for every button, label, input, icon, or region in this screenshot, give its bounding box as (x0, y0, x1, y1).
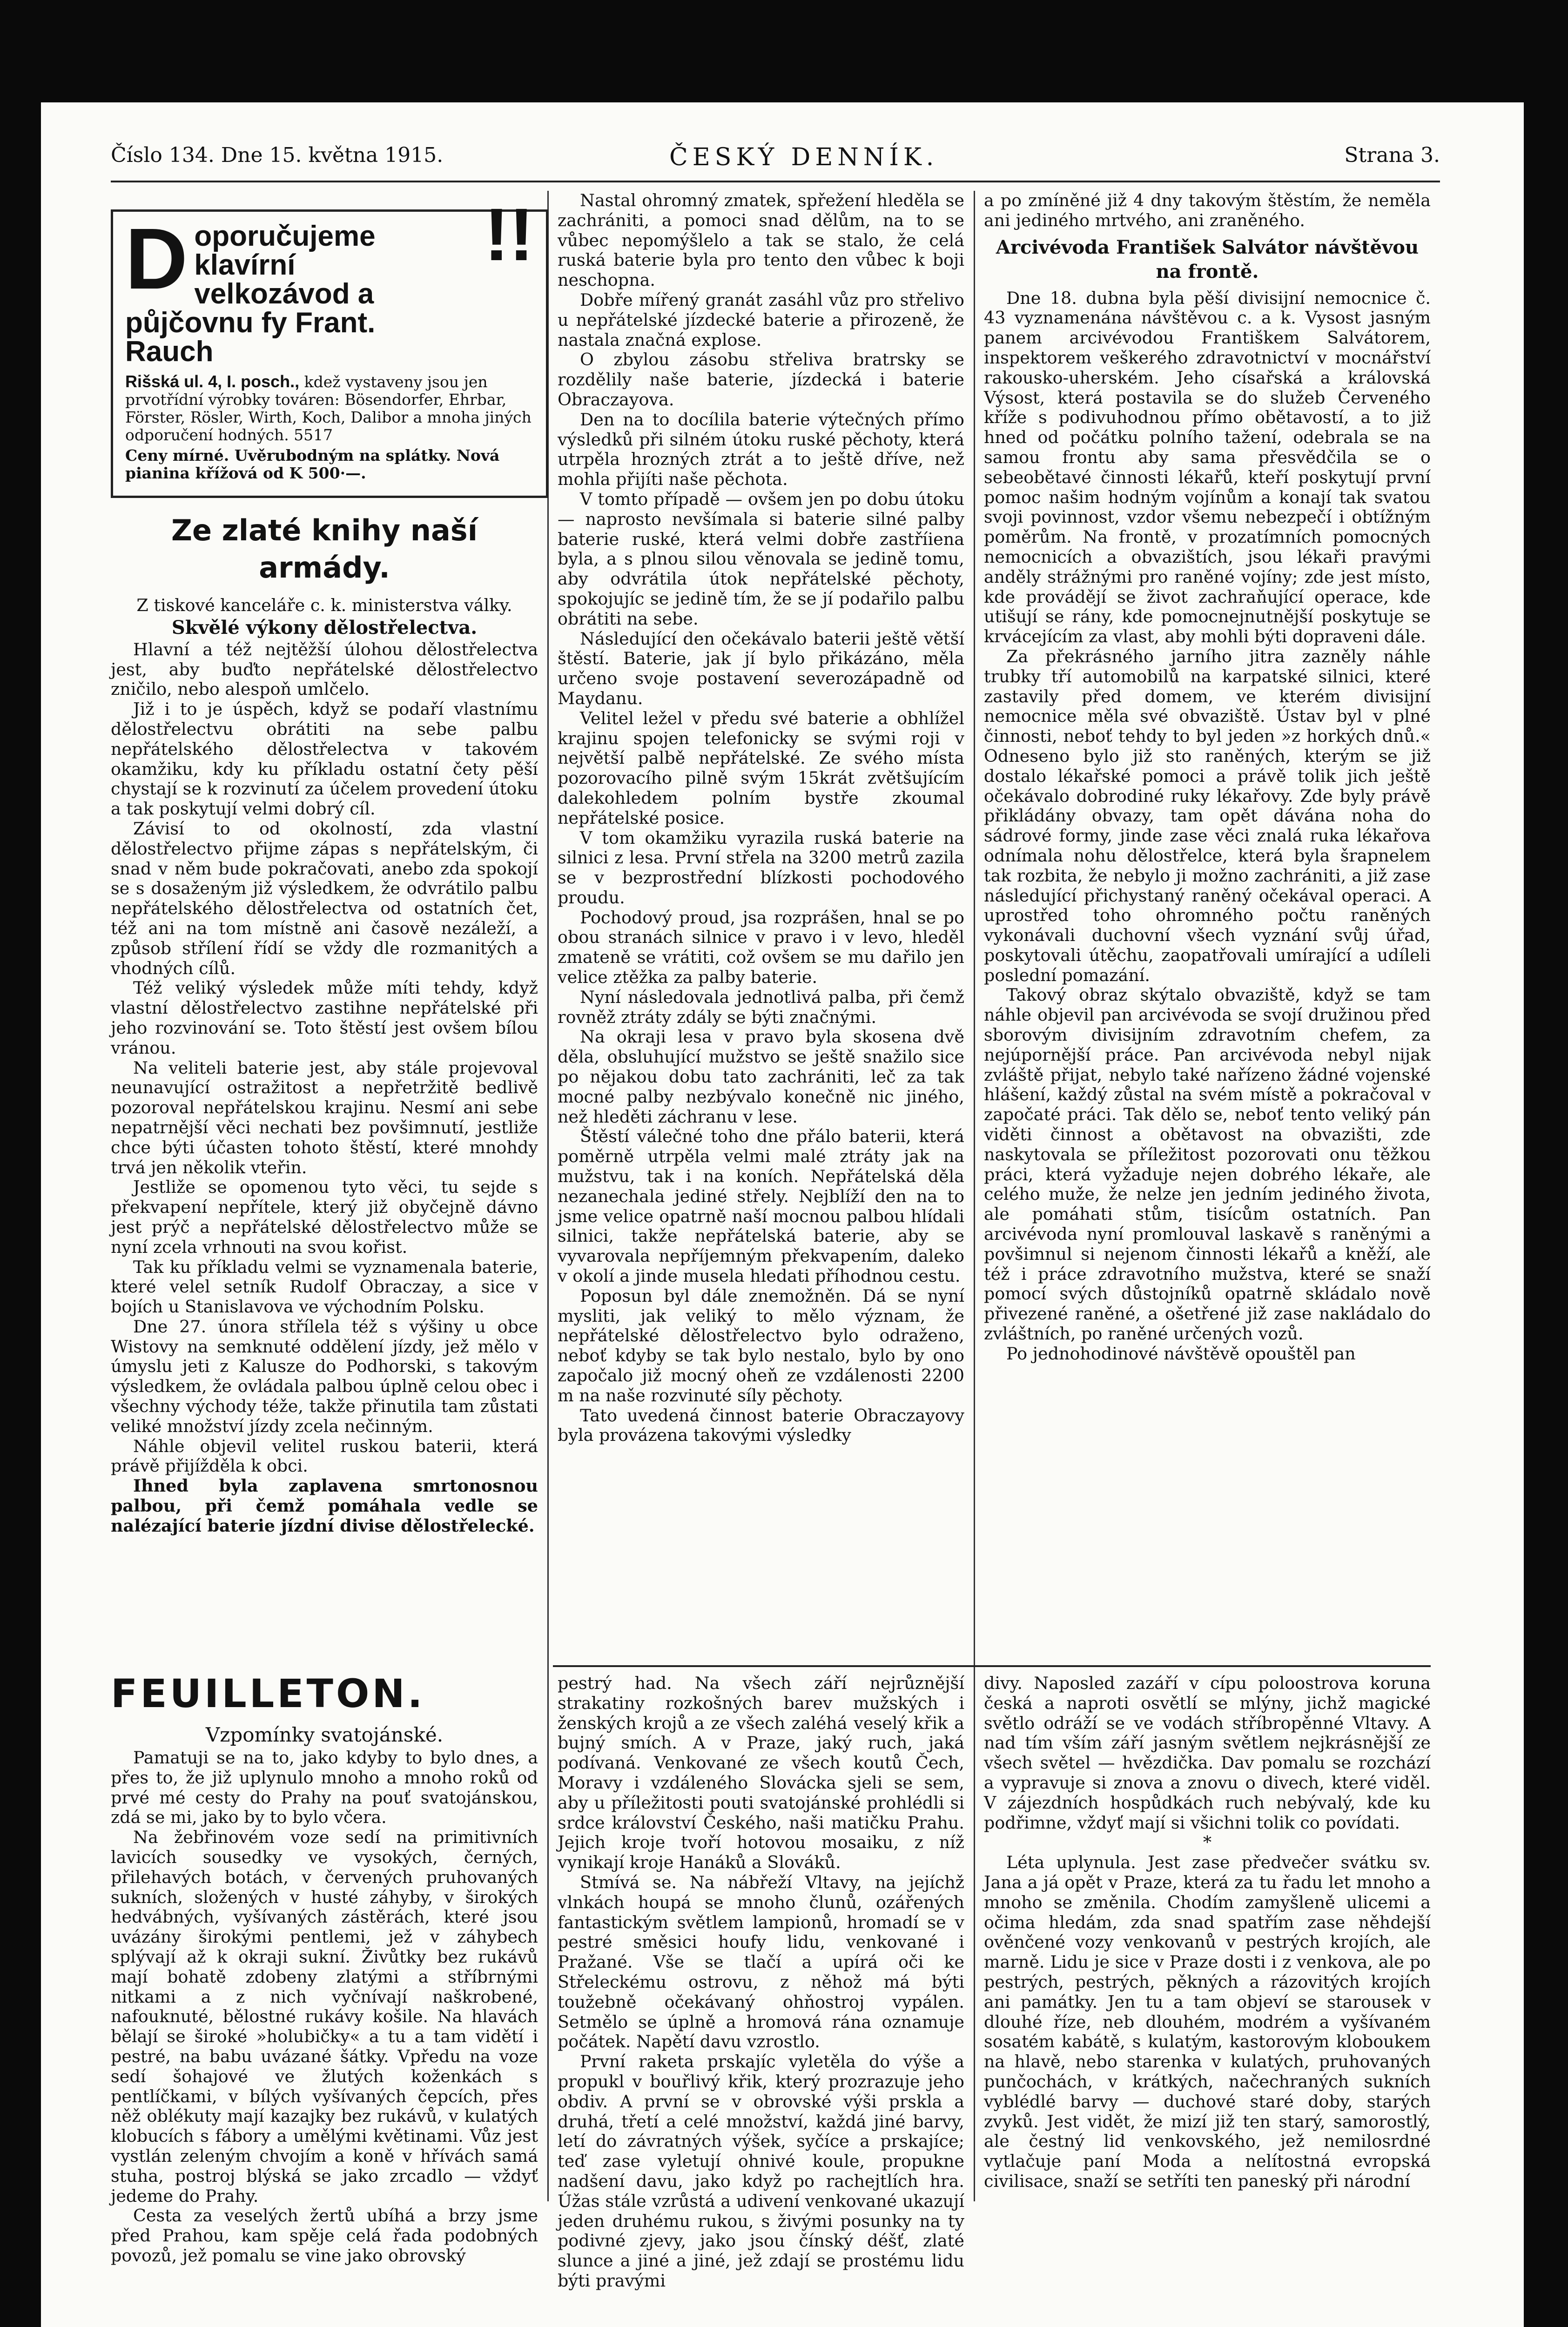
column-2 (558, 191, 964, 1661)
paragraph: Dobře mířený granát zasáhl vůz pro střelivo u nepřátelské jízdecké baterie a přirozeně, že nastala značná explose. (558, 289, 964, 350)
article-subtitle: Skvělé výkony dělostřelectva. (171, 616, 478, 639)
paragraph: Takový obraz skýtalo obvaziště, když se tam náhle objevil pan arcivévoda se svojí družinou před sborovým divisijním zdravotním chefem, za nejúpornější práce. Pan arcivévoda nebyl nijak zvláště přijat, nebylo také nařízeno žádné vojenské hlášení, každý zůstal na svém místě a pokračoval v započaté práci. Tak dělo se, neboť tento veliký pán viděti činnost a obětavost na obvazišti, zde naskytovala se příležitost pozorovati onu těžkou práci, která vyžaduje nejen dobrého lékaře, ale celého muže, že nelze jen jedním jediného života, ale pomáhati stům, tisícům ostatních. Pan arcivévoda nyní promlouval laskavě s raněnými a povšimnul si nejenom činnosti lékařů a kněží, ale též i práce zdravotního mužstva, které se snaží pomocí svých důstojníků opatrně skládalo nově přivezené raněné, a ošetřené již zase nakládalo do zvláštních, po raněné určených vozů. (984, 985, 1431, 1344)
feuilleton-column-1 (111, 1722, 538, 2266)
paragraph: Nastal ohromný zmatek, spřežení hleděla se zachrániti, a pomoci snad dělům, na to se vůbec nepomýšlelo a tak se stalo, že celá ruská baterie byla pro tento den vůbec k boji neschopna. (558, 190, 964, 290)
paragraph: Tato uvedená činnost baterie Obraczayovy byla provázena takovými výsledky (558, 1405, 964, 1446)
newspaper-page (41, 102, 1524, 2327)
paragraph: Dne 27. února střílela též s výšiny u obce Wistovy na semknuté oddělení jízdy, jež mělo v úmyslu jeti z Kalusze do Podhorski, s takovým výsledkem, že ovládala palbou úplně celou obec i všechny východy téže, takže přinutila tam zůstati veliké množství jízdy zcela nečinným. (111, 1316, 538, 1436)
feuilleton-title: Vzpomínky svatojánské. (205, 1723, 444, 1746)
paragraph: Nyní následovala jednotlivá palba, při čemž rovněž ztráty zdály se býti značnými. (558, 987, 964, 1027)
paragraph: Dne 18. dubna byla pěší divisijní nemocnice č. 43 vyznamenána návštěvou c. a k. Vysost jasným panem arcivévodou Františkem Salvátorem, inspektorem veškerého zdravotnictví v mocnářství rakousko-uherském. Jeho císařská a královská Výsost, která postavila se do služeb Červeného kříže s podivuhodnou přímo obětavostí, a to již hned od počátku polního tažení, odebrala se na samou frontu aby sama přesvědčila se o sebeobětavé činnosti lékařů, kteří poskytují první pomoc našim hodným vojínům a konají tak svatou svoji povinnost, vzdor všemu nebezpečí i obtížným poměrům. Na frontě, v prozatímních pomocných nemocnicích a obvazištích, jsou lékaři pravými anděly strážnými pro raněné vojíny; zde jest místo, kde provádějí se život zachraňující operace, kde utišují se rány, kde pomocnejnutnější poskytuje se krvácejícím za vlast, aby mohli býti dopraveni dále. (984, 288, 1431, 647)
page-header (111, 143, 1440, 182)
drop-cap: D (125, 211, 188, 307)
paragraph: V tomto případě — ovšem jen po dobu útoku — naprosto nevšímala si baterie silné palby baterie ruské, která velmi dobře zastříiena byla, a s plnou silou věnovala se jedině tomu, aby odvrátila útok nepřátelské pěchoty, spokojujíc se jedině tím, že se jí podařilo palbu obrátiti na sebe. (558, 489, 964, 629)
paragraph: O zbylou zásobu střeliva bratrsky se rozdělily naše baterie, jízdecká i baterie Obraczayova. (558, 350, 964, 410)
article-title: Ze zlaté knihy naší armády. (171, 513, 478, 585)
feuilleton-column-3 (984, 1674, 1431, 2215)
paragraph: Tak ku příkladu velmi se vyznamenala baterie, které velel setník Rudolf Obraczay, a sice v bojích u Stanislavova ve východním Polsku. (111, 1257, 538, 1317)
page-number: Strana 3. (1344, 143, 1440, 167)
ad-address: Rišská ul. 4, I. posch., (125, 372, 300, 391)
paragraph: pestrý had. Na všech září nejrůznější strakatiny rozkošných barev mužských i ženských krojů a ze všech zaléhá veselý křik a bujný smích. A v Praze, jaký ruch, jaká podívaná. Venkované ze všech koutů Čech, Moravy i vzdáleného Slovácka sjeli se sem, aby u příležitosti pouti svatojánské prohlédli si srdce království Českého, naši matičku Prahu. Jejich kroje tvoří hotovou mosaiku, z níž vynikají kroje Hanáků a Slováků. (558, 1673, 964, 1873)
feuilleton-rule (553, 1665, 1431, 1667)
paragraph: Na žebřinovém voze sedí na primitivních lavicích sousedky ve vysokých, černých, přilehavých botách, v červených pruhovaných sukních, složených v husté záhyby, v širokých hedvábných, vyšívaných zástěrách, které jsou uvázány širokými pentlemi, jež v záhybech splývají až k okraji sukní. Živůtky bez rukávů mají bohatě zdobeny zlatými a stříbrnými nitkami a z nich vyčnívají naškrobené, nafouknuté, bělostné rukávy košile. Na hlavách bělají se široké »holubičky« a tu a tam vidětí i pestré, na babu uvázané šátky. Vpředu na voze sedí šohajové ve žlutých koženkách s pentlíčkami, v bílých vyšívaných čepcích, přes něž oblékuty mají kazajky bez rukávů, v kulatých klobucích s fábory a umělými květinami. Vůz jest vystlán zeleným chvojím a koně v hřívách samá stuha, postroj blýská se jako zrcadlo — vždyť jedeme do Prahy. (111, 1827, 538, 2206)
paragraph: divy. Naposled zazáří v cípu poloostrova koruna česká a naproti osvětlí se mlýny, jichž magické světlo odráží se ve vodách stříbropěnné Vltavy. A nad tím vším září jasným světlem nejkrásnější ze všech světel — hvězdička. Dav pomalu se rozchází a vypravuje si znova a znovu o divech, které viděl. V zájezdních hospůdkách ruch nebývalý, kde ku podřimne, vždyť mají si všichni tolik co povídati. (984, 1673, 1431, 1833)
paragraph: V tom okamžiku vyrazila ruská baterie na silnici z lesa. První střela na 3200 metrů zazila se v bezprostřední blízkosti pochodového proudu. (558, 827, 964, 908)
paragraph: Náhle objevil velitel ruskou baterii, která právě přijížděla k obci. (111, 1436, 538, 1476)
paragraph: Pochodový proud, jsa rozprášen, hnal se po obou stranách silnice v pravo i v levo, hleděl zmateně se vrátiti, což ovšem se mu dařilo jen velice ztěžka za palby baterie. (558, 907, 964, 988)
paragraph: Následující den očekávalo baterii ještě větší štěstí. Baterie, jak jí bylo přikázáno, měla určeno svoje postavení severozápadně od Maydanu. (558, 628, 964, 708)
column-1 (111, 512, 538, 1638)
paragraph: a po zmíněné již 4 dny takovým štěstím, že neměla ani jediného mrtvého, ani zraněného. (984, 190, 1431, 230)
issue-info: Číslo 134. Dne 15. května 1915. (111, 143, 444, 167)
paragraph: Velitel ležel v předu své baterie a obhlížel krajinu spojen telefonicky se svými roji v největší palbě nepřátelské. Ze svého místa pozorovacího pilně svým 15krát zvětšujícím dalekohledem polním bystře zkoumal nepřátelské posice. (558, 708, 964, 828)
paragraph: Závisí to od okolností, zda vlastní dělostřelectvo přijme zápas s nepřátelským, či snad v něm bude pokračovati, anebo zda spokojí se s dosaženým již výsledkem, že odvrátilo palbu nepřátelského dělostřelectva od ostatních čet, též ani na tom místně ani časově nezáleží, a způsob střílení řídí se vždy dle rozmanitých a vhodných cílů. (111, 818, 538, 978)
paragraph: Štěstí válečné toho dne přálo baterii, která poměrně utrpěla velmi malé ztráty jak na mužstvu, tak i na koních. Nepřátelská děla nezanechala jediné střely. Nejblíží den na to jsme velice opatrně naší mocnou palbou hlídali silnici, takže nepřátelská baterie, aby se vyvarovala nepříjemným překvapením, daleko v okolí a jinde musela hledati příhodnou cestu. (558, 1126, 964, 1286)
section-divider-star: * (1203, 1832, 1212, 1853)
column-3 (984, 191, 1431, 1661)
paragraph: Též veliký výsledek může míti tehdy, když vlastní dělostřelectvo zastihne nepřátelské při jeho rozvinování se. Toto štěstí jest ovšem bílou vránou. (111, 978, 538, 1058)
feuilleton-label: FEUILLETON. (111, 1671, 425, 1716)
paragraph: Ihned byla zaplavena smrtonosnou palbou, při čemž pomáhala vedle se nalézající baterie jízdní divise dělostřelecké. (111, 1476, 538, 1536)
masthead: ČESKÝ DENNÍK. (669, 143, 939, 171)
paragraph: Cesta za veselých žertů ubíhá a brzy jsme před Prahou, kam spěje celá řada podobných povozů, jež pomalu se vine jako obrovský (111, 2206, 538, 2266)
paragraph: Za překrásného jarního jitra zazněly náhle trubky tří automobilů na karpatské silnici, které zastavily před domem, ve kterém divisijní nemocnice měla své obvaziště. Ústav byl v plné činnosti, neboť tehdy to byl jeden »z horkých dnů.« Odneseno bylo již sto raněných, kterým se již dostalo lékařské pomoci a právě tolik jich ještě očekávalo dobrodiné ruky lékařovy. Zde byly právě přikládány obvazy, tam opět dávána noha do sádrové formy, jinde zase věci znalá ruka lékařova odnímala nohu dělostřelce, která byla šrapnelem tak rozbita, že nebylo ji možno zachrániti, a již zase následující přichystaný raněný očekával operaci. A uprostřed toho ohromného počtu raněných vykonávali duchovní všech vyznání svůj úřad, poskytovali útěchu, zaopatřovali umírající a udíleli poslední pomazání. (984, 646, 1431, 985)
exclamation-marks: !! (484, 193, 534, 276)
paragraph: Na okraji lesa v pravo byla skosena dvě děla, obsluhující mužstvo se ještě snažilo sice po nějakou dobu tato zachrániti, leč za tak mocné palby nezbývalo konečně nic jiného, než hleděti záchranu v lese. (558, 1027, 964, 1127)
ad-body: kdež vystaveny jsou jen prvotřídní výrobky továren: Bösendorfer, Ehrbar, Förster, Rösler, Wirth, Koch, Dalibor a mnoha jiných odporučení hodných. 5517 (125, 373, 532, 444)
paragraph: Na veliteli baterie jest, aby stále projevoval neunavující ostražitost a nepřetržitě bedlivě pozoroval nepřátelskou krajinu. Nesmí ani sebe nepatrnější věci nechati bez povšimnutí, jestliže chce býti účasten tohoto štěstí, které mnohdy trvá jen několik vteřin. (111, 1057, 538, 1177)
article-source: Z tiskové kanceláře c. k. ministerstva války. (136, 595, 512, 615)
column-rule (974, 191, 975, 2201)
paragraph: Hlavní a též nejtěžší úlohou dělostřelectva jest, aby buďto nepřátelské dělostřelectvo zničilo, nebo alespoň umlčelo. (111, 639, 538, 699)
piano-advertisement (111, 193, 548, 498)
ad-price: Ceny mírné. Uvěrubodným na splátky. Nová pianina křížová od K 500·—. (125, 446, 500, 482)
article-title: Arcivévoda František Salvátor návštěvou na frontě. (996, 236, 1419, 282)
paragraph: Den na to docílila baterie výtečných přímo výsledků při silném útoku ruské pěchoty, která utrpěla hrozných ztrát a to ještě dříve, než mohla přijíti naše pěchota. (558, 409, 964, 490)
paragraph: Po jednohodinové návštěvě opouštěl pan (1006, 1343, 1356, 1364)
paragraph: Jestliže se opomenou tyto věci, tu sejde s překvapení nepřítele, který již obyčejně dávno jest prýč a nepřátelské dělostřelectvo může se nyní zcela vrhnouti na svou kořist. (111, 1177, 538, 1257)
paragraph: Již i to je úspěch, když se podaří vlastnímu dělostřelectvu obrátiti na sebe palbu nepřátelského dělostřelectva v takovém okamžiku, kdy ku příkladu ostatní čety pěší chystají se k rozvinutí za účelem provedení útoku a tak poskytují velmi dobrý cíl. (111, 699, 538, 819)
paragraph: Léta uplynula. Jest zase předvečer svátku sv. Jana a já opět v Praze, která za tu řadu let mnoho a mnoho se změnila. Chodím zamyšleně ulicemi a očima hledám, zda snad spatřím zase něhdejší ověnčené vozy venkovanů v pestrých krojích, ale marně. Lidu je sice v Praze dosti i z venkova, ale po pestrých, pestrých, pěkných a rázovitých krojích ani památky. Jen tu a tam objeví se starousek v dlouhé říze, neb dlouhém, modrém a vyšívaném sosatém kabátě, s kulatým, kastorovým kloboukem na hlavě, nebo starenka v kulatých, pruhovaných punčochách, v krátkých, načechraných sukních vyblédlé barvy — duchové staré doby, starých zvyků. Jest vidět, že mizí již ten starý, samorostlý, ale čestný lid venkovského, jež nemilosrdné vytlačuje paní Moda a nelítostná evropská civilisace, snaží se setříti ten paneský při národní (984, 1852, 1431, 2191)
paragraph: Pamatuji se na to, jako kdyby to bylo dnes, a přes to, že již uplynulo mnoho a mnoho roků od prvé mé cesty do Prahy na pouť svatojánskou, zdá se mi, jako by to bylo včera. (111, 1748, 538, 1828)
paragraph: Stmívá se. Na nábřeží Vltavy, na jejíchž vlnkách houpá se mnoho člunů, ozářených fantastickým světlem lampionů, hromadí se v pestré směsici houfy lidu, venkované i Pražané. Vše se tlačí a upírá oči ke Střeleckému ostrovu, z něhož má býti toužebně očekávaný ohňostroj vypálen. Setmělo se úplně a hromová rána oznamuje počátek. Napětí davu vzrostlo. (558, 1872, 964, 2052)
paragraph: Poposun byl dále znemožněn. Dá se nyní mysliti, jak veliký to mělo význam, že nepřátelské dělostřelectvo bylo odraženo, neboť kdyby se tak bylo nestalo, bylo by ono započalo již mocný oheň ze vzdálenosti 2200 m na naše rozvinuté síly pěchoty. (558, 1285, 964, 1406)
ad-headline: oporučujeme klavírní velkozávod a půjčovnu fy Frant. Rauch (125, 220, 376, 368)
feuilleton-column-2 (558, 1673, 964, 2291)
paragraph: První raketa prskajíc vyletěla do výše a propukl v bouřlivý křik, který prozrazuje jeho obdiv. A první se v obrovské výši prskla a druhá, třetí a celé množství, každá jiné barvy, letí do závratných výšek, syčíce a prskajíce; teď zase vyletují ohnivé koule, propukne nadšení davu, jako když po rachejtlích hra. Úžas stále vzrůstá a udivení venkované ukazují jeden druhému rukou, s živými posunky na ty podivné zjevy, jako jsou čínský déšť, zlaté slunce a jiné a jiné, jež zdají se prostému lidu býti pravými (558, 2051, 964, 2291)
